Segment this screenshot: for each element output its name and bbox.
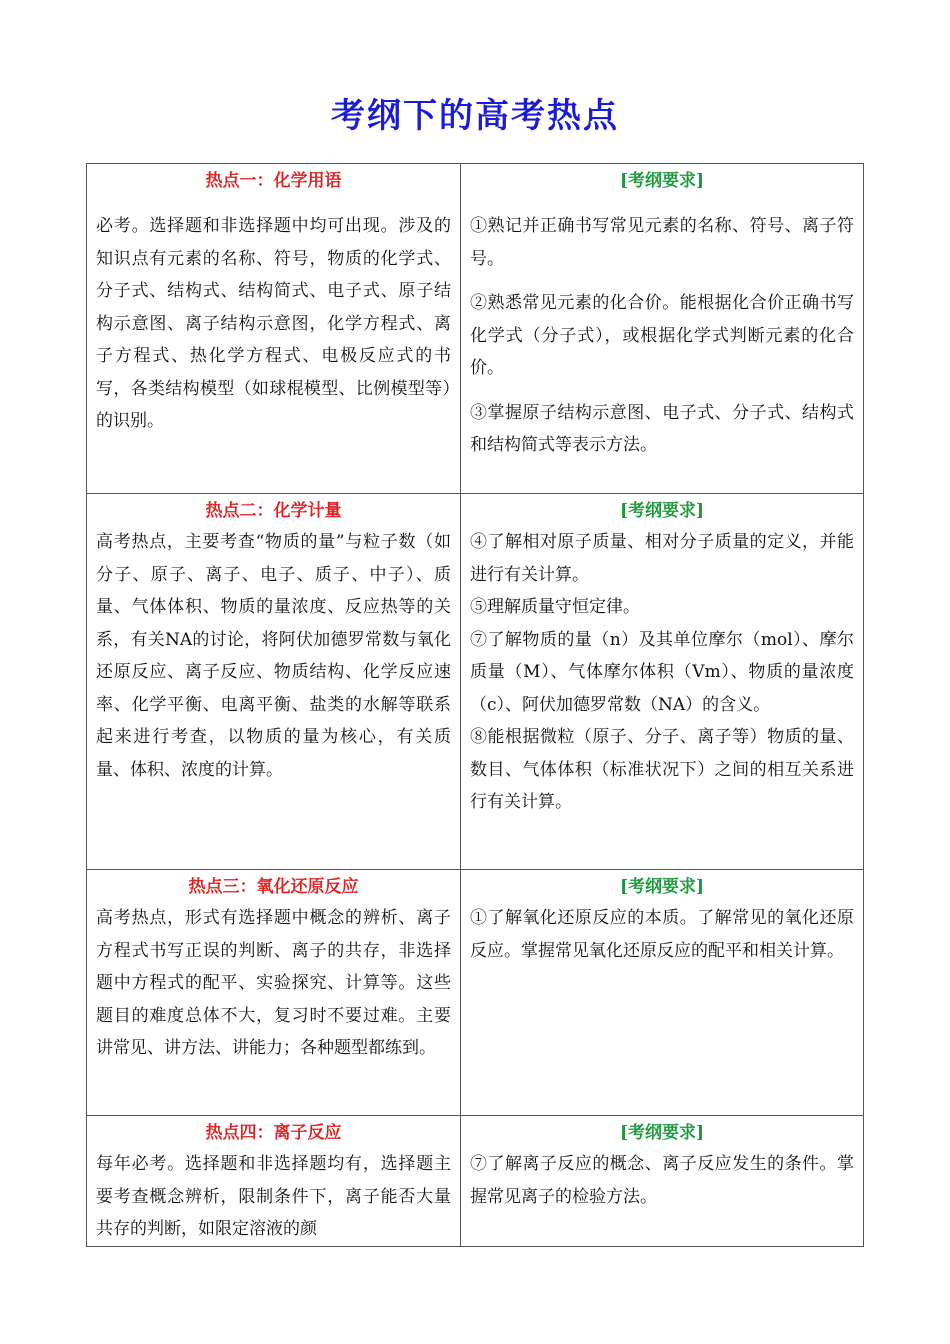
- table-row: [87, 494, 864, 870]
- hotspot-label: 热点一：化学用语: [205, 171, 342, 191]
- requirement-label: [考纲要求]: [619, 877, 705, 897]
- table-row: [87, 164, 864, 494]
- hotspot-cell: [87, 870, 461, 1116]
- requirement-item: ④了解相对原子质量、相对分子质量的定义，并能进行有关计算。: [470, 532, 854, 585]
- hotspot-description: 每年必考。选择题和非选择题均有，选择题主要考查概念辨析，限制条件下，离子能否大量共存的判断，如限定溶液的颜: [96, 1154, 451, 1239]
- requirement-item: ⑦了解离子反应的概念、离子反应发生的条件。掌握常见离子的检验方法。: [470, 1154, 854, 1207]
- hotspot-description: 高考热点，主要考查“物质的量”与粒子数（如分子、原子、离子、电子、质子、中子）、质量、气体体积、物质的量浓度、反应热等的关系，有关NA的讨论，将阿伏加德罗常数与氧化还原反应、离子反应、物质结构、化学反应速率、化学平衡、电离平衡、盐类的水解等联系起来进行考查，以物质的量为核心，有关质量、体积、浓度的计算。: [96, 532, 451, 780]
- hotspot-label: 热点四：离子反应: [205, 1123, 342, 1143]
- requirement-item: ③掌握原子结构示意图、电子式、分子式、结构式和结构简式等表示方法。: [470, 402, 854, 455]
- table-row: [87, 1116, 864, 1247]
- page-title: 考纲下的高考热点: [331, 96, 619, 136]
- hotspot-label: 热点三：氧化还原反应: [188, 877, 359, 897]
- hotspot-label: 热点二：化学计量: [205, 501, 342, 521]
- requirement-cell: [461, 494, 864, 870]
- hotspot-description: 必考。选择题和非选择题中均可出现。涉及的知识点有元素的名称、符号，物质的化学式、分子式、结构式、结构简式、电子式、原子结构示意图、离子结构示意图，化学方程式、离子方程式、热化学方程式、电极反应式的书写，各类结构模型（如球棍模型、比例模型等）的识别。: [96, 216, 451, 431]
- requirement-label: [考纲要求]: [619, 1123, 705, 1143]
- requirement-cell: [461, 164, 864, 494]
- requirement-item: ①了解氧化还原反应的本质。了解常见的氧化还原反应。掌握常见氧化还原反应的配平和相关计算。: [470, 908, 854, 961]
- requirement-label: [考纲要求]: [619, 501, 705, 521]
- hotspot-cell: [87, 494, 461, 870]
- requirement-item: ⑦了解物质的量（n）及其单位摩尔（mol）、摩尔质量（M）、气体摩尔体积（Vm）、物质的量浓度（c）、阿伏加德罗常数（NA）的含义。: [470, 629, 854, 715]
- requirement-cell: [461, 870, 864, 1116]
- requirement-item: ⑧能根据微粒（原子、分子、离子等）物质的量、数目、气体体积（标准状况下）之间的相互关系进行有关计算。: [470, 727, 854, 812]
- hotspot-description: 高考热点，形式有选择题中概念的辨析、离子方程式书写正误的判断、离子的共存，非选择题中方程式的配平、实验探究、计算等。这些题目的难度总体不大，复习时不要过难。主要讲常见、讲方法、讲能力；各种题型都练到。: [96, 908, 451, 1058]
- table-row: [87, 870, 864, 1116]
- hotspot-table: [86, 163, 864, 1247]
- requirement-item: ①熟记并正确书写常见元素的名称、符号、离子符号。: [470, 216, 854, 269]
- hotspot-cell: [87, 164, 461, 494]
- requirement-cell: [461, 1116, 864, 1247]
- hotspot-cell: [87, 1116, 461, 1247]
- requirement-label: [考纲要求]: [619, 171, 705, 191]
- requirement-item: ②熟悉常见元素的化合价。能根据化合价正确书写化学式（分子式），或根据化学式判断元素的化合价。: [470, 293, 854, 378]
- requirement-item: ⑤理解质量守恒定律。: [470, 597, 640, 617]
